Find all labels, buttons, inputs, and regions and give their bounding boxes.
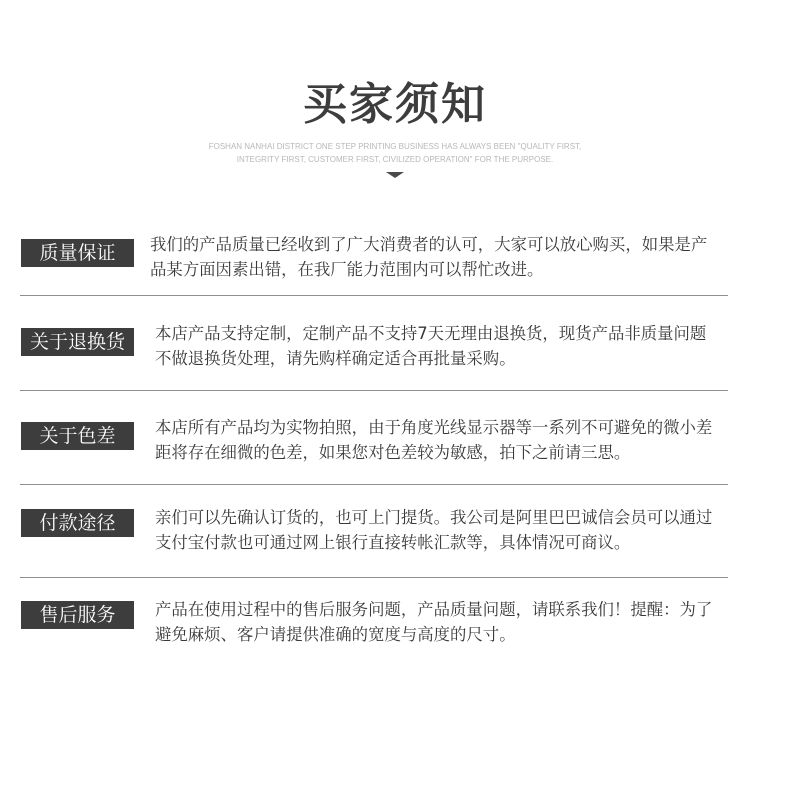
section-divider <box>20 577 728 578</box>
section-text-after-sales <box>155 597 775 647</box>
section-text-returns <box>155 321 775 371</box>
section-text-line: 本店产品支持定制，定制产品不支持7天无理由退换货，现货产品非质量问题 <box>155 324 707 343</box>
section-label-quality: 质量保证 <box>21 239 134 267</box>
section-text-line: 品某方面因素出错，在我厂能力范围内可以帮忙改进。 <box>150 260 544 279</box>
section-text-line: 产品在使用过程中的售后服务问题，产品质量问题，请联系我们！提醒：为了 <box>155 600 713 619</box>
section-divider <box>20 484 728 485</box>
section-label-after-sales: 售后服务 <box>21 601 134 629</box>
section-text-quality <box>150 232 770 282</box>
section-text-line: 我们的产品质量已经收到了广大消费者的认可，大家可以放心购买，如果是产 <box>150 235 708 254</box>
subtitle-line-1: FOSHAN NANHAI DISTRICT ONE STEP PRINTING BUSINESS HAS ALWAYS BEEN "QUALITY FIRST, <box>208 142 582 151</box>
section-text-line: 本店所有产品均为实物拍照，由于角度光线显示器等一系列不可避免的微小差 <box>155 418 713 437</box>
section-label-returns: 关于退换货 <box>21 328 134 356</box>
section-text-payment <box>155 505 775 555</box>
section-text-line: 支付宝付款也可通过网上银行直接转帐汇款等，具体情况可商议。 <box>155 533 631 552</box>
section-text-line: 不做退换货处理，请先购样确定适合再批量采购。 <box>155 349 516 368</box>
section-text-line: 避免麻烦、客户请提供准确的宽度与高度的尺寸。 <box>155 625 516 644</box>
triangle-down-icon <box>386 172 404 178</box>
page-subtitle <box>185 140 605 166</box>
section-text-line: 距将存在细微的色差，如果您对色差较为敏感，拍下之前请三思。 <box>155 443 631 462</box>
section-label-payment: 付款途径 <box>21 509 134 537</box>
page-title: 买家须知 <box>303 79 487 130</box>
section-label-color: 关于色差 <box>21 422 134 450</box>
subtitle-line-2: INTEGRITY FIRST, CUSTOMER FIRST, CIVILIZED OPERATION" FOR THE PURPOSE. <box>236 155 554 164</box>
section-divider <box>20 295 728 296</box>
section-text-color <box>155 415 775 465</box>
section-divider <box>20 390 728 391</box>
section-text-line: 亲们可以先确认订货的，也可上门提货。我公司是阿里巴巴诚信会员可以通过 <box>155 508 713 527</box>
